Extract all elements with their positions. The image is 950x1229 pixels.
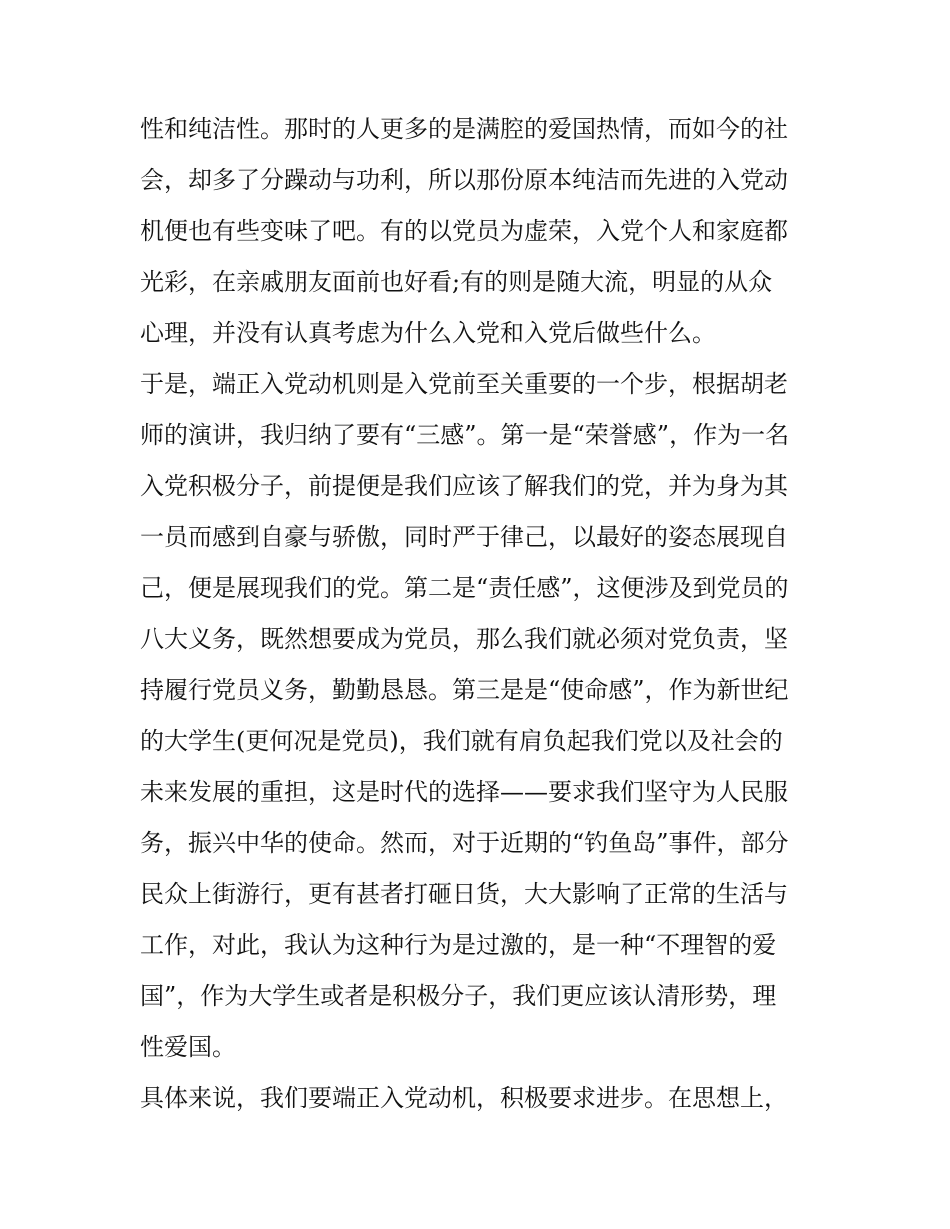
text-line: 务，振兴中华的使命。然而，对于近期的“钓鱼岛”事件，部分 [140, 829, 789, 857]
text-line: 光彩，在亲戚朋友面前也好看;有的则是随大流，明显的从众 [140, 268, 773, 296]
text-line: 师的演讲，我归纳了要有“三感”。第一是“荣誉感”，作为一名 [140, 421, 790, 449]
text-line: 性和纯洁性。那时的人更多的是满腔的爱国热情，而如今的社 [140, 115, 788, 143]
text-line: 入党积极分子，前提便是我们应该了解我们的党，并为身为其 [140, 472, 788, 500]
text-line: 一员而感到自豪与骄傲，同时严于律己，以最好的姿态展现自 [140, 523, 788, 551]
text-line: 民众上街游行，更有甚者打砸日货，大大影响了正常的生活与 [140, 880, 788, 908]
text-line: 国”，作为大学生或者是积极分子，我们更应该认清形势，理 [140, 982, 777, 1010]
text-line: 未来发展的重担，这是时代的选择——要求我们坚守为人民服 [140, 778, 788, 806]
text-line: 持履行党员义务，勤勤恳恳。第三是是“使命感”，作为新世纪 [140, 676, 789, 704]
text-line: 机便也有些变味了吧。有的以党员为虚荣，入党个人和家庭都 [140, 217, 788, 245]
text-line: 会，却多了分躁动与功利，所以那份原本纯洁而先进的入党动 [140, 166, 788, 194]
text-line: 的大学生(更何况是党员)，我们就有肩负起我们党以及社会的 [140, 727, 783, 755]
text-line: 具体来说，我们要端正入党动机，积极要求进步。在思想上， [140, 1084, 788, 1112]
text-line: 工作，对此，我认为这种行为是过激的，是一种“不理智的爱 [140, 931, 777, 959]
paragraph-1 [140, 108, 812, 363]
text-line: 性爱国。 [140, 1033, 236, 1061]
text-line: 己，便是展现我们的党。第二是“责任感”，这便涉及到党员的 [140, 574, 789, 602]
text-line: 八大义务，既然想要成为党员，那么我们就必须对党负责，坚 [140, 625, 788, 653]
text-line: 于是，端正入党动机则是入党前至关重要的一个步，根据胡老 [140, 370, 788, 398]
document-body [140, 108, 812, 1128]
paragraph-3 [140, 1077, 812, 1128]
paragraph-2 [140, 363, 812, 1077]
text-line: 心理，并没有认真考虑为什么入党和入党后做些什么。 [140, 319, 716, 347]
